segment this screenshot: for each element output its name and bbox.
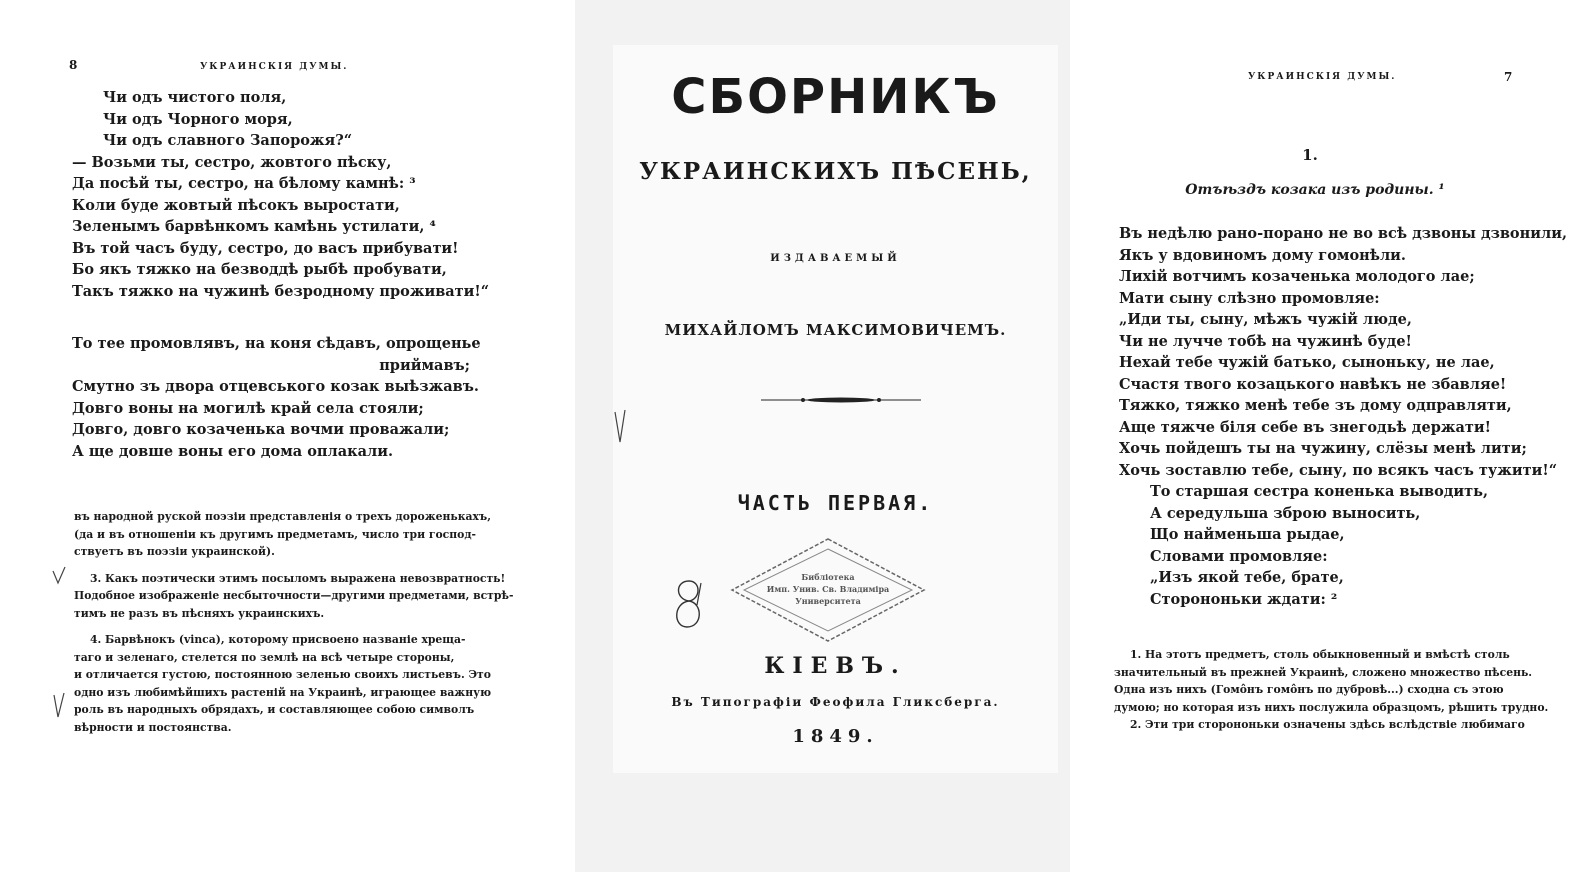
poem-number: 1. [1302,146,1318,164]
right-page [1100,40,1567,830]
verse-line: Хочь зоставлю тебе, сыну, по всякъ часъ тужити!“ [1119,461,1558,479]
poem-title: Отъѣздъ козака изъ родины. ¹ [1185,182,1445,198]
footnote-line: въ народной руской поэзіи представленія о трехъ дороженькахъ, [74,510,491,523]
verse-line: Такъ тяжко на чужинѣ безродному проживати!“ [72,282,490,300]
verse-line: А середульша зброю выносить, [1150,504,1421,522]
footnotes [1114,646,1548,734]
verse-block-2 [72,333,481,462]
verse-line: Тяжко, тяжко менѣ тебе зъ дому одправляти, [1119,397,1512,414]
verse-line: — Возьми ты, сестро, жовтого пѣску, [72,153,392,171]
footnote-line: роль въ народныхъ обрядахъ, и составляющее собою символъ [74,703,475,716]
footnote-line: Подобное изображеніе несбыточности—другими предметами, встрѣ- [74,589,514,602]
page-number: 7 [1504,70,1513,84]
footnote-line: 4. Барвѣнокъ (vinca), которому присвоено названіе хреща- [90,633,466,646]
footnote-line: (да и въ отношеніи къ другимъ предметамъ, число три господ- [74,527,477,541]
city: КІЕВЪ. [764,653,907,679]
book-title: СБОРНИКЪ [671,69,1000,125]
verse-line: Нехай тебе чужій батько, сыноньку, не лае, [1119,354,1495,371]
part-label: ЧАСТЬ ПЕРВАЯ. [737,491,934,515]
footnotes [74,508,514,736]
verse-line: Довго воны на могилѣ край села стояли; [72,399,424,417]
footnote-line: Одна изъ нихъ (Гомôнъ гомôнъ по дубровѣ...) сходна съ этою [1114,683,1504,696]
verse-line: Чи одъ чистого поля, [103,89,287,106]
year: 1849. [792,726,879,747]
footnote-line: думою; но которая изъ нихъ послужила образцомъ, рѣшить трудно. [1114,700,1549,714]
running-head: УКРАИНСКІЯ ДУМЫ. [1248,72,1397,82]
footnote-line: и отличается густою, постоянною зеленью своихъ листьевъ. Это [74,668,491,681]
left-page [40,40,514,830]
footnote-line: 2. Эти три сторононьки означены здѣсь вслѣдствіе любимаго [1130,718,1525,731]
stamp-text: Библіотека Имп. Унив. Св. Владиміра Университета [766,572,890,606]
book-subtitle: УКРАИНСКИХЪ ПѢСЕНЬ, [639,158,1032,185]
verse-line: Счастя твого козацького навѣкъ не збавляе! [1119,375,1507,393]
running-head: УКРАИНСКІЯ ДУМЫ. [200,62,349,72]
verse-line: То старшая сестра коненька выводить, [1150,483,1489,500]
verse-line: Въ той часъ буду, сестро, до васъ прибувати! [72,239,459,257]
verse-line: Довго, довго козаченька вочми проважали; [72,421,450,438]
pencil-mark-center [612,408,628,448]
verse-line: Смутно зъ двора отцевського козак выѣзжавъ. [72,378,479,395]
verse-line: Чи одъ Чорного моря, [103,110,293,128]
published-by: ИЗДАВАЕМЫЙ [770,253,901,264]
author-name: МИХАЙЛОМЪ МАКСИМОВИЧЕМЪ. [664,321,1007,339]
verse-line: Якъ у вдовиномъ дому гомонѣли. [1119,246,1406,264]
footnote-line: тимъ не разъ въ пѣсняхъ украинскихъ. [74,606,325,620]
verse-line: Чи одъ славного Запорожя?“ [103,132,353,149]
ornamental-rule [761,393,921,407]
verse-line: Мати сыну слѣзно промовляе: [1119,289,1380,307]
verse-line: А ще довше воны его дома оплакали. [72,442,394,460]
verse-line: Аще тяжче біля себе въ знегодьѣ держати! [1119,418,1491,436]
footnote-line: одно изъ любимѣйшихъ растеній на Украинѣ, играющее важную [74,685,492,699]
verse-block [1119,223,1567,610]
verse-line: Хочь пойдешъ ты на чужину, слёзы менѣ лити; [1119,440,1527,457]
title-page [613,45,1058,773]
footnote-line: 3. Какъ поэтически этимъ посыломъ выражена невозвратность! [90,571,506,585]
verse-line: Чи не лучче тобѣ на чужинѣ буде! [1119,332,1412,350]
verse-line: Да посѣй ты, сестро, на бѣлому камнѣ: ³ [72,175,416,192]
verse-line: То тее промовлявъ, на коня сѣдавъ, опрощенье [72,335,481,352]
verse-line: приймавъ; [379,356,470,374]
verse-line: „Изъ якой тебе, брате, [1150,569,1344,586]
verse-line: Що найменьша рыдае, [1150,526,1345,543]
handwritten-number [671,575,711,635]
printer: Въ Типографіи Феофила Гликсберга. [671,695,1000,709]
footnote-line: вѣрности и постоянства. [74,720,232,734]
verse-line: Бо якъ тяжко на безводдѣ рыбѣ пробувати, [72,261,447,278]
verse-line: Лихій вотчимъ козаченька молодого лае; [1119,268,1475,285]
footnote-line: таго и зеленаго, стелется по землѣ на всѣ четыре стороны, [74,650,455,664]
footnote-line: значительный въ прежней Украинѣ, сложено множество пѣсень. [1114,665,1533,679]
page-number: 8 [69,58,78,72]
verse-line: Коли буде жовтый пѣсокъ выростати, [72,196,400,214]
footnote-line: 1. На этотъ предметъ, столь обыкновенный и вмѣстѣ столь [1130,648,1510,661]
verse-line: „Иди ты, сыну, мѣжъ чужій люде, [1119,311,1412,328]
verse-line: Сторононьки ждати: ² [1150,590,1338,608]
verse-line: Зеленымъ барвѣнкомъ камѣнь устилати, ⁴ [72,218,436,235]
verse-line: Словами промовляе: [1150,547,1328,565]
footnote-line: ствуетъ въ поэзіи украинской). [74,545,275,558]
verse-block [72,87,489,302]
verse-line: Въ недѣлю рано-порано не во всѣ дзвоны дзвонили, [1119,225,1567,242]
pencil-marks [50,565,70,725]
